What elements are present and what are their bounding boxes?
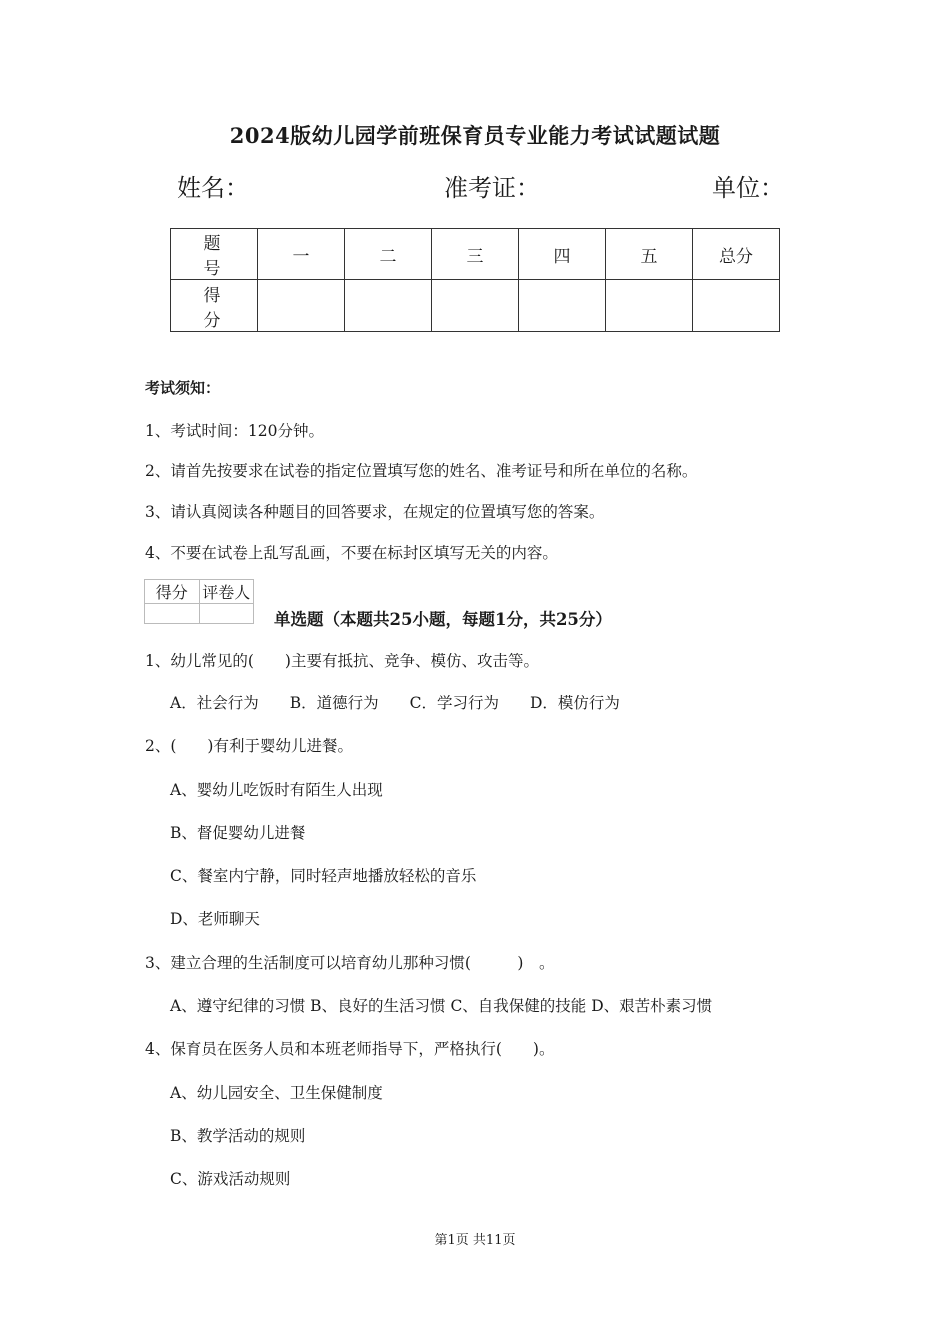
question-option: A、婴幼儿吃饭时有陌生人出现 [170, 781, 383, 799]
question-option: C、游戏活动规则 [170, 1170, 291, 1188]
question-option: A、幼儿园安全、卫生保健制度 [170, 1084, 383, 1102]
column-header: 一 [258, 229, 345, 280]
column-header: 三 [432, 229, 519, 280]
column-header: 四 [519, 229, 606, 280]
question-stem: 4、保育员在医务人员和本班老师指导下，严格执行( )。 [145, 1040, 555, 1058]
score-cell [258, 280, 345, 332]
score-table-score-row [171, 280, 780, 332]
score-cell [345, 280, 432, 332]
grader-box-grader-cell [199, 604, 254, 624]
note-item: 1、考试时间：120分钟。 [145, 422, 324, 440]
question-option: B、督促婴幼儿进餐 [170, 824, 306, 842]
row-header-score: 得 分 [171, 280, 258, 332]
name-field-label: 姓名： [177, 174, 249, 202]
question-options: A、遵守纪律的习惯 B、良好的生活习惯 C、自我保健的技能 D、艰苦朴素习惯 [170, 997, 713, 1015]
column-header: 五 [606, 229, 693, 280]
question-option: C、餐室内宁静，同时轻声地播放轻松的音乐 [170, 867, 477, 885]
question-option: D、老师聊天 [170, 910, 260, 928]
question-stem: 2、( )有利于婴幼儿进餐。 [145, 737, 353, 755]
row-header-question-number: 题 号 [171, 229, 258, 280]
score-cell-total [693, 280, 780, 332]
column-header: 二 [345, 229, 432, 280]
score-table-header-row [171, 229, 780, 280]
note-item: 4、不要在试卷上乱写乱画，不要在标封区填写无关的内容。 [145, 544, 558, 562]
question-stem: 1、幼儿常见的( )主要有抵抗、竞争、模仿、攻击等。 [145, 652, 539, 670]
score-cell [606, 280, 693, 332]
note-item: 3、请认真阅读各种题目的回答要求，在规定的位置填写您的答案。 [145, 503, 605, 521]
page-title: 2024版幼儿园学前班保育员专业能力考试试题试题 [229, 123, 721, 148]
page-footer: 第1页 共11页 [434, 1233, 516, 1248]
notes-title: 考试须知： [145, 379, 221, 397]
grader-box-grader-label: 评卷人 [199, 580, 254, 604]
question-options: A．社会行为 B．道德行为 C．学习行为 D．模仿行为 [170, 694, 620, 712]
question-option: B、教学活动的规则 [170, 1127, 306, 1145]
grader-box-score-label: 得分 [145, 580, 200, 604]
column-header-total: 总分 [693, 229, 780, 280]
question-stem: 3、建立合理的生活制度可以培育幼儿那种习惯( ) 。 [145, 954, 555, 972]
score-cell [432, 280, 519, 332]
score-table [170, 228, 780, 332]
section-title: 单选题（本题共25小题，每题1分，共25分） [274, 610, 612, 629]
exam-id-field-label: 准考证： [444, 174, 540, 202]
grader-box-score-cell [145, 604, 200, 624]
grader-box [144, 579, 254, 624]
score-cell [519, 280, 606, 332]
note-item: 2、请首先按要求在试卷的指定位置填写您的姓名、准考证号和所在单位的名称。 [145, 462, 698, 480]
unit-field-label: 单位： [712, 174, 784, 202]
